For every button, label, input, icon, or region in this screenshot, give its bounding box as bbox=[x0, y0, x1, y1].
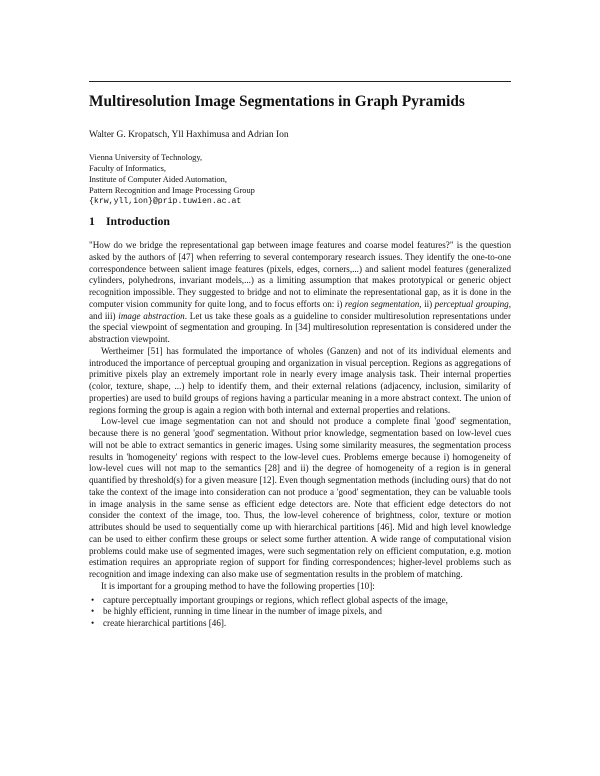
paper-authors: Walter G. Kropatsch, Yll Haxhimusa and Adrian Ion bbox=[89, 130, 289, 140]
affiliation-line: Institute of Computer Aided Automation, bbox=[89, 175, 227, 185]
emphasis-text: perceptual grouping bbox=[434, 298, 509, 309]
list-item bbox=[89, 595, 511, 607]
bullet-icon: • bbox=[91, 618, 95, 628]
affiliation-line: Faculty of Informatics, bbox=[89, 164, 166, 174]
paragraph bbox=[89, 240, 511, 346]
paragraph: Wertheimer [51] has formulated the importance of wholes (Ganzen) and not of its individual elements and introduced the importance of perceptual grouping and organization in visual perception. Regions as aggregations of primitive pixels play an extremely important role in nearly every image analysis task. Their internal properties (color, texture, shape, ...) help to identify them, and their external relations (adjacency, inclusion, similarity of properties) are used to build groups of regions having a particular meaning in a more abstract context. The union of regions forming the group is again a region with both internal and external properties and relations. bbox=[89, 345, 511, 415]
body-text bbox=[89, 240, 511, 630]
paragraph: Low-level cue image segmentation can not and should not produce a complete final 'good' segmentation, because there is no general 'good' segmentation. Without prior knowledge, segmentation based on low-level cues will not be able to extract semantics in generic images. Using some similarity measures, the segmentation process results in 'homogeneity' regions with respect to the low-level cues. Problems emerge because i) homogeneity of low-level cues will not map to the semantics [28] and ii) the degree of homogeneity of a region is in general quantified by threshold(s) for a given measure [12]. Even though segmentation methods (including ours) that do not take the context of the image into consideration can not produce a 'good' segmentation, they can be valuable tools in image analysis in the same sense as efficient edge detectors are. Note that efficient edge detectors do not consider the context of the image, too. Thus, the low-level coherence of brightness, color, texture or motion attributes should be used to sequentially come up with hierarchical partitions [46]. Mid and high level knowledge can be used to either confirm these groups or select some further attention. A wide range of computational vision problems could make use of segmented images, were such segmentation rely on efficient computation, e.g. motion estimation requires an appropriate region of support for finding correspondences; higher-level problems such as recognition and image indexing can also make use of segmentation results in the problem of matching. bbox=[89, 416, 512, 579]
list-item bbox=[89, 606, 511, 618]
list-item-text: create hierarchical partitions [46]. bbox=[103, 618, 227, 628]
affiliation-line: Vienna University of Technology, bbox=[89, 153, 203, 162]
bullet-icon: • bbox=[91, 606, 95, 617]
paragraph: It is important for a grouping method to have the following properties [10]: bbox=[101, 580, 375, 591]
list-item-text: be highly efficient, running in time linear in the number of image pixels, and bbox=[103, 606, 382, 617]
section-heading bbox=[89, 214, 170, 229]
paper-title: Multiresolution Image Segmentations in Graph Pyramids bbox=[89, 93, 465, 110]
text-run: "How do we bridge the representational gap between image features and coarse model features?" is the question asked by the authors of [47] when referring to several contemporary research issues. They identify the one-to-one correspondence between salient image features (pixels, edges, corners,...) and salient model features (generalized cylinders, polyhedrons, invariant models,...) as a limiting assumption that makes prototypical or generic object recognition impossible. They suggested to bridge and not to eliminate the representational gap, as it is done in the computer vision community for quite long, and to focus efforts on: i) bbox=[89, 240, 511, 309]
affiliation-block bbox=[89, 152, 255, 207]
text-run: , and iii) bbox=[89, 298, 511, 321]
text-run: , ii) bbox=[419, 298, 435, 309]
affiliation-line: Pattern Recognition and Image Processing Group bbox=[89, 186, 255, 196]
list-item-text: capture perceptually important groupings or regions, which reflect global aspects of the image, bbox=[103, 594, 448, 605]
emphasis-text: region segmentation bbox=[344, 298, 420, 309]
bullet-icon: • bbox=[91, 594, 95, 605]
property-list bbox=[89, 595, 511, 630]
author-email: {krw,yll,ion}@prip.tuwien.ac.at bbox=[89, 197, 242, 207]
emphasis-text: image abstraction bbox=[118, 310, 185, 321]
header-rule bbox=[89, 81, 511, 82]
section-title: Introduction bbox=[105, 214, 170, 228]
list-item bbox=[89, 618, 511, 630]
section-number: 1 bbox=[89, 214, 95, 228]
text-run: . Let us take these goals as a guideline to consider multiresolution representations under the special viewpoint of segmentation and grouping. In [34] multiresolution representation is considered under the abstraction viewpoint. bbox=[89, 310, 511, 344]
